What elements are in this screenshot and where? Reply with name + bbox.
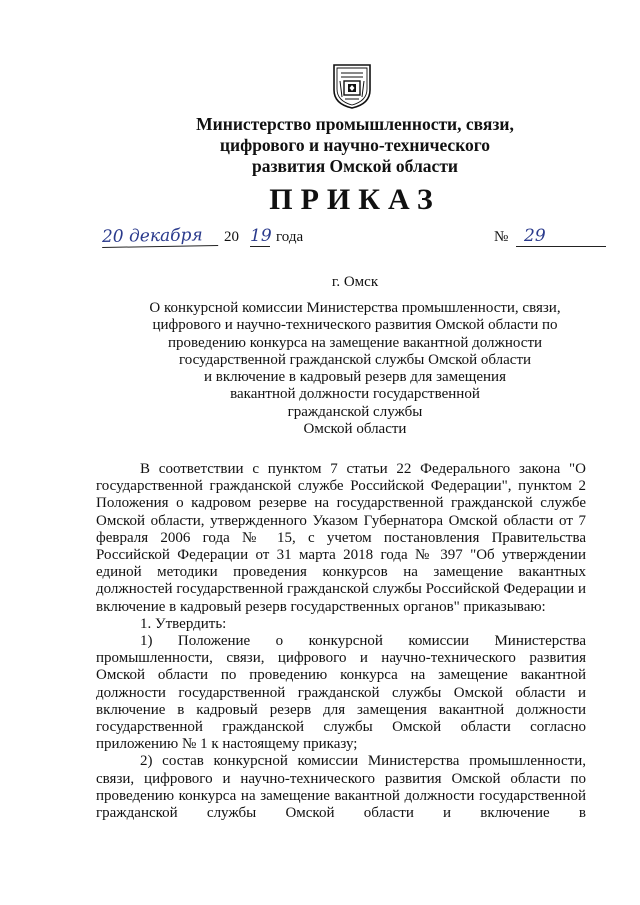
subject-line: вакантной должности государственной xyxy=(230,386,480,403)
number-label: № xyxy=(494,229,509,245)
document-body xyxy=(96,461,586,822)
subject-line: и включение в кадровый резерв для замещения xyxy=(204,369,506,386)
number-value: 29 xyxy=(516,226,606,247)
org-line: развития Омской области xyxy=(251,156,458,176)
subject-line: цифрового и научно-технического развития Омской области по xyxy=(152,317,558,334)
item-1-heading: 1. Утвердить: xyxy=(140,615,227,632)
subject-line: государственной гражданской службы Омской области xyxy=(178,351,532,368)
date-year: 19 xyxy=(250,226,272,246)
date-day-month: 20 декабря xyxy=(102,225,218,248)
document-date xyxy=(100,226,320,250)
document-number xyxy=(494,226,609,250)
document-subject xyxy=(110,300,600,438)
item-1-1-paragraph: 1) Положение о конкурсной комиссии Министерства промышленности, связи, цифрового и научно-технического развития Омской области по проведению конкурса на замещение вакантной должности государственной гражданской службы Омской области и включение в кадровый резерв для замещения вакантной должности государственной гражданской службы Омской области согласно приложению № 1 к настоящему приказу; xyxy=(96,633,586,753)
subject-line: гражданской службы xyxy=(287,403,423,420)
subject-line: О конкурсной комиссии Министерства промышленности, связи, xyxy=(149,300,561,316)
org-line: цифрового и научно-технического xyxy=(219,135,491,155)
org-line: Министерство промышленности, связи, xyxy=(196,114,514,134)
organization-name xyxy=(120,114,590,177)
city: г. Омск xyxy=(331,274,379,290)
date-year-suffix: года xyxy=(276,229,304,245)
subject-line: Омской области xyxy=(303,421,407,438)
omsk-coat-of-arms-icon xyxy=(331,62,373,110)
date-year-prefix: 20 xyxy=(224,229,239,245)
subject-line: проведению конкурса на замещение вакантной должности xyxy=(167,334,543,351)
preamble-paragraph: В соответствии с пунктом 7 статьи 22 Федерального закона "О государственной гражданской службе Российской Федерации", пунктом 2 Положения о кадровом резерве на государственной гражданской службе Омской области, утвержденного Указом Губернатора Омской области от 7 февраля 2006 года № 15, с учетом постановления Правительства Российской Федерации от 31 марта 2018 года № 397 "Об утверждении единой методики проведения конкурсов на замещение вакантных должностей государственной гражданской службы Российской Федерации и включение в кадровый резерв государственных органов" приказываю: xyxy=(96,461,586,615)
document-type-title: ПРИКАЗ xyxy=(269,183,441,216)
item-1-2-paragraph: 2) состав конкурсной комиссии Министерства промышленности, связи, цифрового и научно-технического развития Омской области по проведению конкурса на замещение вакантной должности государственной гражданской службы Омской области и включение в xyxy=(96,753,586,822)
